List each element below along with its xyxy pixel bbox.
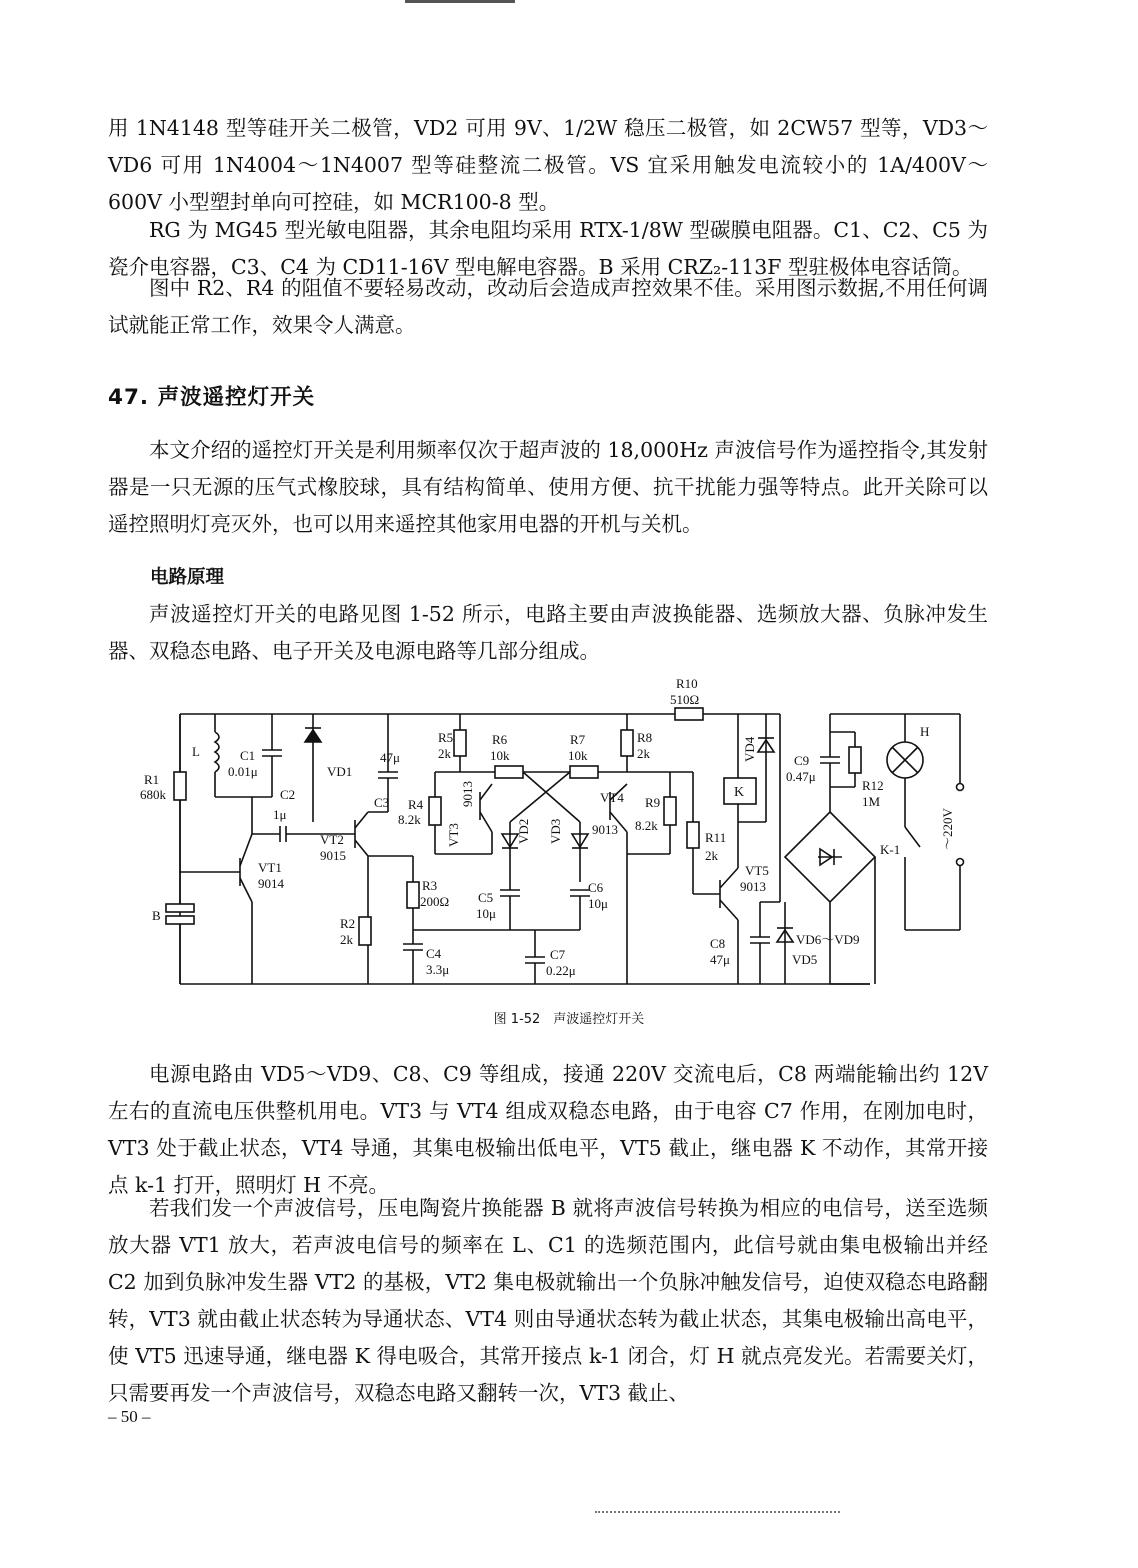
label-k1: K-1 <box>880 842 901 857</box>
label-c6: C6 <box>588 880 604 895</box>
label-r7: R7 <box>570 732 586 747</box>
page-number: – 50 – <box>108 1407 151 1426</box>
label-c3: C3 <box>374 795 390 810</box>
label-c4: C4 <box>426 946 442 961</box>
header-scan-artifact <box>405 0 515 3</box>
circuit-diagram <box>130 672 1030 1002</box>
label-r3-value: 200Ω <box>420 894 450 909</box>
paragraph-component-notes: 用 1N4148 型等硅开关二极管，VD2 可用 9V、1/2W 稳压二极管，如 2CW57 型等，VD3～VD6 可用 1N4004～1N4007 型等硅整流二极管。VS 宜采用触发电流较小的 1A/400V～600V 小型塑封单向可控硅，如 MCR100-8 型。 <box>108 116 988 214</box>
label-l: L <box>192 744 200 759</box>
label-vt3: VT3 <box>446 823 461 847</box>
label-c3-value: 47μ <box>380 750 400 765</box>
label-vt4: VT4 <box>600 790 624 805</box>
label-vt4-value: 9013 <box>592 822 618 837</box>
label-k: K <box>734 785 745 800</box>
label-c2: C2 <box>280 787 296 802</box>
label-vt5-value: 9013 <box>740 879 766 894</box>
section-heading: 47. 声波遥控灯开关 <box>108 385 316 410</box>
label-vt1-value: 9014 <box>258 876 284 891</box>
label-ac-220v: ～220V <box>940 808 955 850</box>
label-vd3: VD3 <box>548 818 563 844</box>
label-r9-value: 8.2k <box>635 818 658 833</box>
label-vt3-value: 9013 <box>460 781 475 807</box>
label-r6-value: 10k <box>490 748 510 763</box>
label-r1: R1 <box>144 772 160 787</box>
label-vd4: VD4 <box>742 736 757 762</box>
label-c7-value: 0.22μ <box>546 963 576 978</box>
label-vt2-value: 9015 <box>320 848 346 863</box>
label-r11-value: 2k <box>705 848 718 863</box>
label-vd2: VD2 <box>516 818 531 844</box>
label-r12: R12 <box>862 778 884 793</box>
label-h: H <box>920 724 930 739</box>
label-c2-value: 1μ <box>273 807 287 822</box>
label-r10: R10 <box>676 676 698 691</box>
label-r8: R8 <box>637 730 653 745</box>
paragraph-operation: 若我们发一个声波信号，压电陶瓷片换能器 B 就将声波信号转换为相应的电信号，送至选频放大器 VT1 放大，若声波电信号的频率在 L、C1 的选频范围内，此信号就由集电极输出并经 C2 加到负脉冲发生器 VT2 的基极，VT2 集电极就输出一个负脉冲触发信号，迫使双稳态电路翻转，VT3 就由截止状态转为导通状态、VT4 则由导通状态转为截止状态，其集电极输出高电平，使 VT5 迅速导通，继电器 K 得电吸合，其常开接点 k-1 闭合，灯 H 就点亮发光。若需要关灯，只需要再发一个声波信号，双稳态电路又翻转一次，VT3 截止、 <box>108 1196 988 1405</box>
label-c8-value: 47μ <box>710 952 730 967</box>
label-r2: R2 <box>340 916 356 931</box>
figure-caption: 图 1-52 声波遥控灯开关 <box>493 1012 645 1027</box>
label-c7: C7 <box>550 947 566 962</box>
label-c8: C8 <box>710 936 726 951</box>
label-c5: C5 <box>478 890 494 905</box>
label-r5: R5 <box>438 730 454 745</box>
label-r12-value: 1M <box>862 794 881 809</box>
footer-scan-artifact <box>595 1511 840 1515</box>
label-vt1: VT1 <box>258 860 282 875</box>
label-vd6-vd9: VD6～VD9 <box>796 932 860 947</box>
paragraph-intro: 本文介绍的遥控灯开关是利用频率仅次于超声波的 18,000Hz 声波信号作为遥控指令,其发射器是一只无源的压气式橡胶球，具有结构简单、使用方便、抗干扰能力强等特点。此开关除可以遥控照明灯亮灭外，也可以用来遥控其他家用电器的开机与关机。 <box>108 438 988 536</box>
label-vd1: VD1 <box>327 764 353 779</box>
label-c1-value: 0.01μ <box>228 764 258 779</box>
label-c5-value: 10μ <box>476 906 496 921</box>
label-r10-value: 510Ω <box>670 692 700 707</box>
label-r11: R11 <box>705 830 727 845</box>
paragraph-adjust-notes: 图中 R2、R4 的阻值不要轻易改动，改动后会造成声控效果不佳。采用图示数据,不用任何调试就能正常工作，效果令人满意。 <box>108 276 988 337</box>
label-r5-value: 2k <box>438 746 451 761</box>
label-vt2: VT2 <box>320 832 344 847</box>
label-vd5: VD5 <box>792 952 818 967</box>
label-r2-value: 2k <box>340 932 353 947</box>
label-r1-value: 680k <box>140 787 166 802</box>
label-c6-value: 10μ <box>588 896 608 911</box>
paragraph-resistor-notes: RG 为 MG45 型光敏电阻器，其余电阻均采用 RTX-1/8W 型碳膜电阻器。C1、C2、C5 为瓷介电容器，C3、C4 为 CD11-16V 型电解电容器。B 采用 CRZ₂-113F 型驻极体电容话筒。 <box>108 218 988 279</box>
label-vt5: VT5 <box>745 863 769 878</box>
label-r7-value: 10k <box>568 748 588 763</box>
label-r4-value: 8.2k <box>398 812 421 827</box>
label-r6: R6 <box>492 732 508 747</box>
label-r4: R4 <box>408 797 424 812</box>
label-c1: C1 <box>240 748 256 763</box>
paragraph-circuit-overview: 声波遥控灯开关的电路见图 1-52 所示，电路主要由声波换能器、选频放大器、负脉冲发生器、双稳态电路、电子开关及电源电路等几部分组成。 <box>108 602 988 663</box>
label-b: B <box>152 908 161 923</box>
label-r3: R3 <box>422 878 438 893</box>
label-c4-value: 3.3μ <box>426 962 450 977</box>
label-c9: C9 <box>794 753 810 768</box>
label-c9-value: 0.47μ <box>786 769 816 784</box>
label-r9: R9 <box>645 795 661 810</box>
subsection-heading: 电路原理 <box>150 567 225 588</box>
paragraph-power-supply: 电源电路由 VD5～VD9、C8、C9 等组成，接通 220V 交流电后，C8 两端能输出约 12V 左右的直流电压供整机用电。VT3 与 VT4 组成双稳态电路，由于电容 C7 作用，在刚加电时，VT3 处于截止状态，VT4 导通，其集电极输出低电平，VT5 截止，继电器 K 不动作，其常开接点 k-1 打开，照明灯 H 不亮。 <box>108 1062 988 1197</box>
label-r8-value: 2k <box>637 746 650 761</box>
